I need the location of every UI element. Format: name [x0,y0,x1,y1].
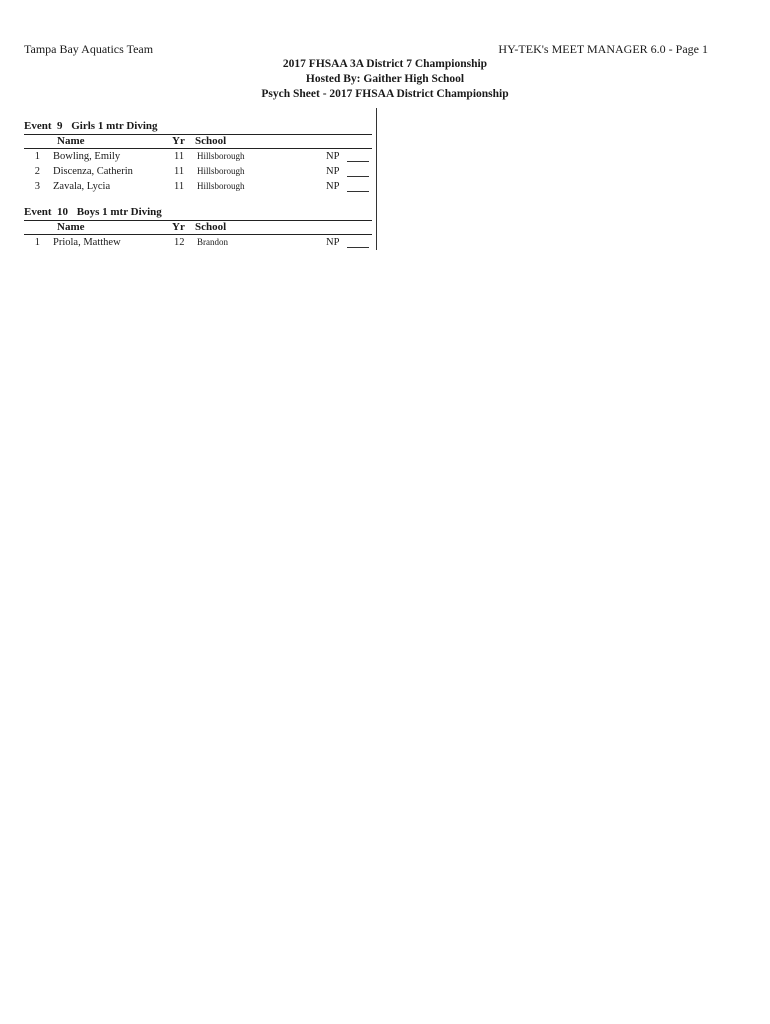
host-line: Hosted By: Gaither High School [305,73,465,85]
entry-school: Brandon [197,237,228,247]
entry-school: Hillsborough [197,151,245,161]
event-heading [24,119,372,135]
event-number: Event 10 [24,206,68,218]
entry-name: Priola, Matthew [53,237,121,248]
entry-rank: 1 [34,151,40,162]
yr-header: Yr [172,135,185,147]
entry-school: Hillsborough [197,166,245,176]
entry-row [24,149,372,164]
yr-header: Yr [172,221,185,233]
event-heading [24,205,372,221]
result-blank-line [347,191,369,192]
entry-seed: NP [326,151,340,162]
entry-rank: 1 [34,237,40,248]
entry-yr: 11 [174,181,185,192]
result-blank-line [347,161,369,162]
entry-row [24,164,372,179]
name-header: Name [57,135,85,147]
event-section [24,119,372,194]
result-blank-line [347,176,369,177]
entry-rank: 3 [34,181,40,192]
entry-name: Zavala, Lycia [53,181,111,192]
column-header [24,221,372,235]
school-header: School [195,135,227,147]
column-header [24,135,372,149]
school-header: School [195,221,227,233]
entry-seed: NP [326,237,340,248]
event-section [24,205,372,250]
event-number: Event 9 [24,120,63,132]
name-header: Name [57,221,85,233]
meet-title: 2017 FHSAA 3A District 7 Championship [282,58,488,70]
entry-seed: NP [326,166,340,177]
entry-name: Bowling, Emily [53,151,121,162]
event-name: Boys 1 mtr Diving [76,206,162,218]
team-name: Tampa Bay Aquatics Team [24,42,154,56]
entry-rank: 2 [34,166,40,177]
entry-yr: 11 [174,166,185,177]
entry-yr: 12 [174,237,185,248]
result-blank-line [347,247,369,248]
software-page-label: HY-TEK's MEET MANAGER 6.0 - Page 1 [498,42,708,56]
event-name: Girls 1 mtr Diving [71,120,158,132]
entry-name: Discenza, Catherin [53,166,133,177]
sheet-title: Psych Sheet - 2017 FHSAA District Championship [261,88,509,100]
entry-yr: 11 [174,151,185,162]
entry-row [24,179,372,194]
column-divider [376,108,377,250]
entry-row [24,235,372,250]
entry-seed: NP [326,181,340,192]
entry-school: Hillsborough [197,181,245,191]
